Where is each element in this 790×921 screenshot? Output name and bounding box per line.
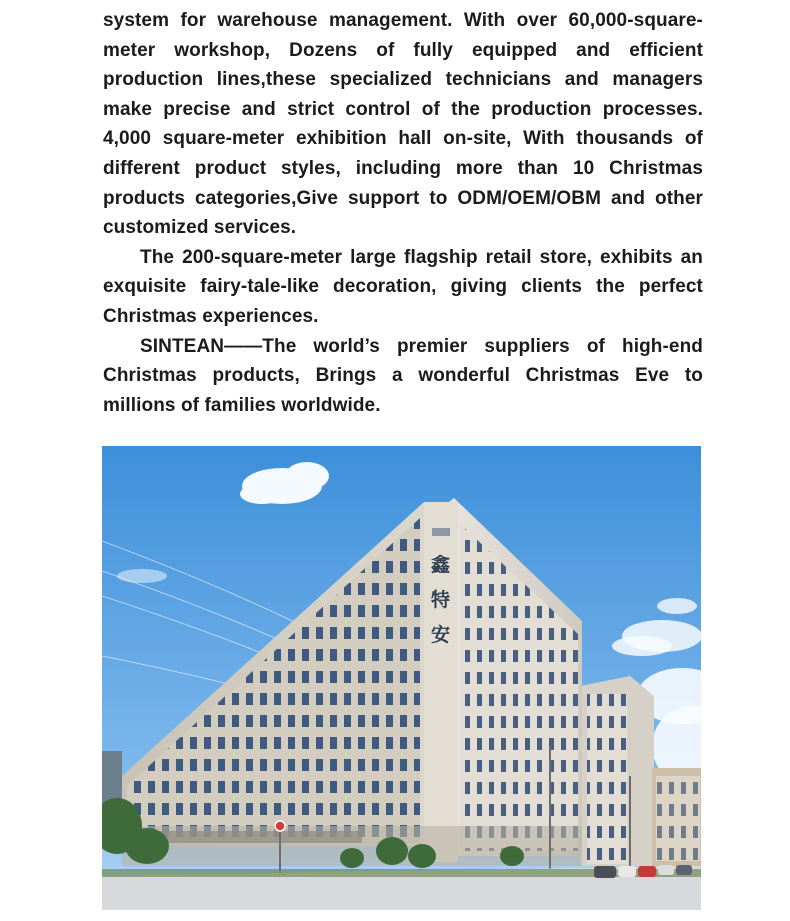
paragraph-retail-store: The 200-square-meter large flagship retail store, exhibits an exquisite fairy-tale-like decoration, giving clients the perfect Christmas experiences. [103, 246, 703, 327]
svg-text:鑫: 鑫 [431, 554, 451, 576]
paragraph-sintean: SINTEAN——The world’s premier suppliers of high-end Christmas products, Brings a wonderful Christmas Eve to millions of families worldwide. [103, 335, 703, 416]
svg-text:安: 安 [431, 624, 451, 646]
building-sign [431, 553, 450, 646]
factory-building-photo [102, 446, 701, 910]
paragraph-workshop: system for warehouse management. With over 60,000-square-meter workshop, Dozens of fully equipped and efficient production lines,these specialized technicians and managers make precise and strict control of the production processes. 4,000 square-meter exhibition hall on-site, With thousands of different product styles, including more than 10 Christmas products categories,Give support to ODM/OEM/OBM and other customized services. [103, 10, 703, 239]
svg-text:特: 特 [431, 589, 451, 611]
article-text [103, 6, 703, 420]
